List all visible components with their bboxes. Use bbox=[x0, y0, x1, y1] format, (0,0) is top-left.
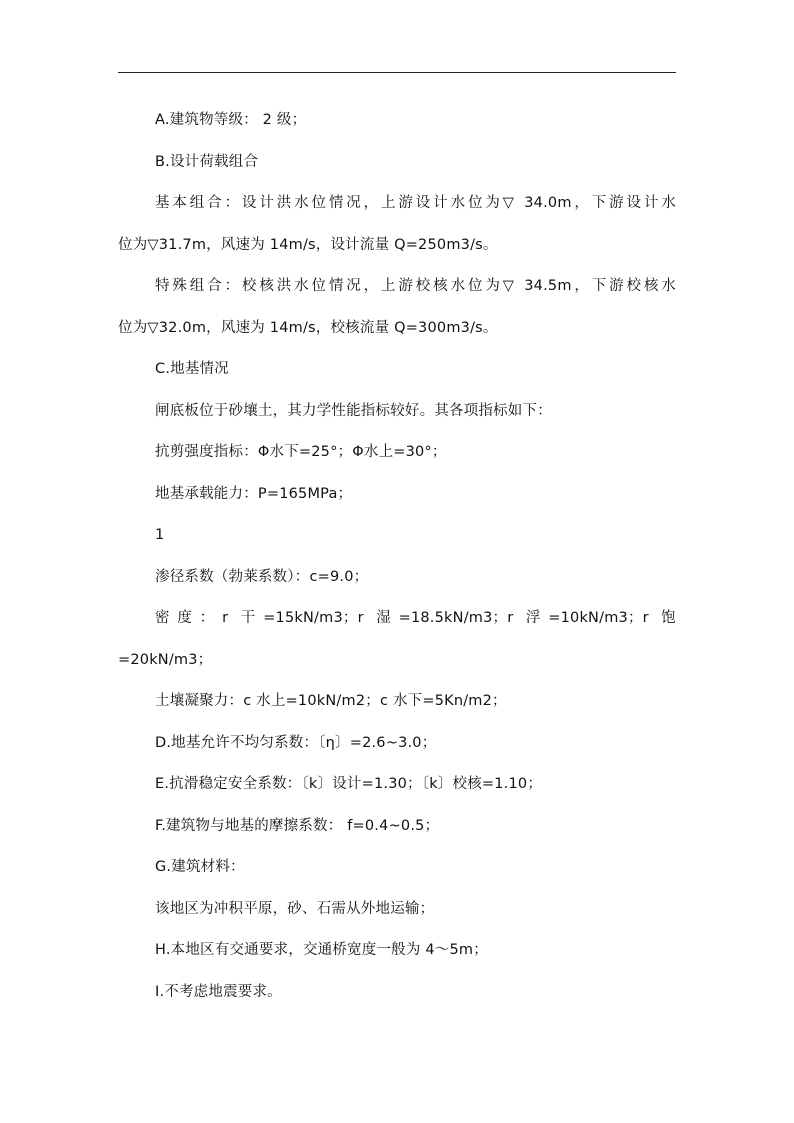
density-line-1: 密度：r 干=15kN/m3；r 湿=18.5kN/m3；r 浮=10kN/m3；r 饱 bbox=[155, 610, 676, 626]
foundation-description: 闸底板位于砂壤土，其力学性能指标较好。其各项指标如下： bbox=[155, 402, 552, 419]
bearing-capacity: 地基承载能力：P=165MPa； bbox=[155, 485, 353, 502]
materials-description: 该地区为冲积平原，砂、石需从外地运输； bbox=[155, 900, 435, 917]
shear-strength: 抗剪强度指标：Φ水下=25°；Φ水上=30°； bbox=[155, 444, 447, 460]
item-e-sliding-safety: E.抗滑稳定安全系数：〔k〕设计=1.30；〔k〕校核=1.10； bbox=[155, 776, 543, 792]
page-number: 1 bbox=[155, 527, 165, 543]
item-g-materials: G.建筑材料： bbox=[155, 859, 245, 875]
special-combination-line-2: 位为▽32.0m，风速为 14m/s，校核流量 Q=300m3/s。 bbox=[118, 319, 498, 336]
special-combination-line-1: 特殊组合：校核洪水位情况，上游校核水位为▽ 34.5m，下游校核水 bbox=[155, 278, 676, 294]
basic-combination-line-2: 位为▽31.7m，风速为 14m/s，设计流量 Q=250m3/s。 bbox=[118, 236, 498, 253]
document-body bbox=[118, 100, 676, 1013]
item-c-foundation: C.地基情况 bbox=[155, 361, 229, 377]
item-d-uneven-coefficient: D.地基允许不均匀系数：〔η〕=2.6~3.0； bbox=[155, 734, 437, 751]
header-rule bbox=[118, 72, 676, 73]
item-f-friction-coefficient: F.建筑物与地基的摩擦系数： f=0.4~0.5； bbox=[155, 817, 440, 834]
item-b-load-combination: B.设计荷载组合 bbox=[155, 153, 259, 170]
item-h-traffic: H.本地区有交通要求，交通桥宽度一般为 4～5m； bbox=[155, 942, 488, 958]
item-a-building-grade: A.建筑物等级： 2 级； bbox=[155, 112, 307, 128]
basic-combination-line-1: 基本组合：设计洪水位情况，上游设计水位为▽ 34.0m，下游设计水 bbox=[155, 195, 676, 211]
soil-cohesion: 土壤凝聚力：c 水上=10kN/m2；c 水下=5Kn/m2； bbox=[155, 693, 507, 709]
item-i-seismic: I.不考虑地震要求。 bbox=[155, 983, 282, 1000]
seepage-coefficient: 渗径系数（勃莱系数）：c=9.0； bbox=[155, 568, 369, 585]
density-line-2: =20kN/m3； bbox=[118, 651, 213, 668]
